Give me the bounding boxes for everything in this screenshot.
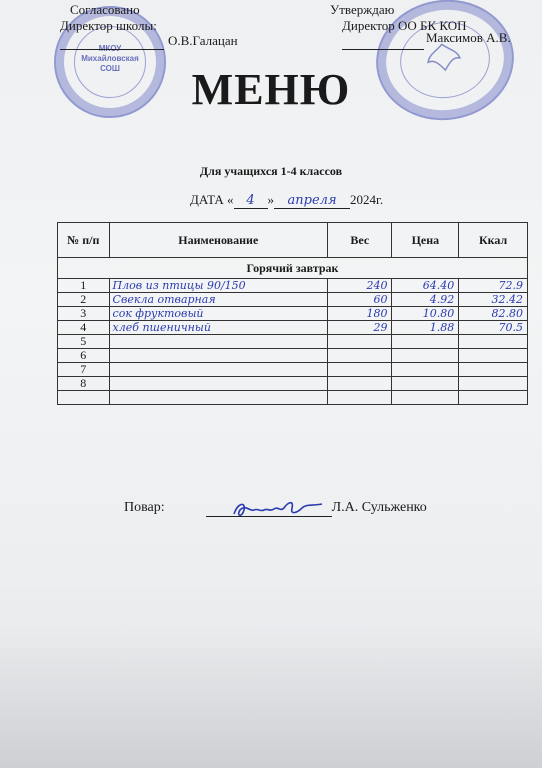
menu-table	[57, 222, 528, 405]
cook-label: Повар:	[124, 500, 165, 515]
row-price: 4.92	[392, 293, 459, 307]
left-director-name: О.В.Галацан	[168, 33, 238, 48]
row-weight	[328, 335, 392, 349]
school-director-label: Директор школы:	[60, 18, 157, 33]
stamp-text-3: СОШ	[100, 64, 120, 73]
date-mid: »	[267, 192, 275, 207]
row-dish-name: Плов из птицы 90/150	[109, 279, 328, 293]
header-kcal: Ккал	[459, 223, 528, 258]
row-number: 8	[58, 377, 110, 391]
row-weight	[328, 363, 392, 377]
row-dish-name	[109, 363, 328, 377]
table-header-row	[58, 223, 528, 258]
row-price: 64.40	[392, 279, 459, 293]
table-row	[58, 321, 528, 335]
row-kcal: 82.80	[459, 307, 528, 321]
row-dish-name: Свекла отварная	[109, 293, 328, 307]
row-kcal: 70.5	[459, 321, 528, 335]
row-price	[392, 391, 459, 405]
row-weight: 60	[328, 293, 392, 307]
table-row	[58, 293, 528, 307]
agreed-label: Согласовано	[70, 2, 140, 17]
right-signature-line	[342, 34, 424, 50]
table-row	[58, 391, 528, 405]
approve-label: Утверждаю	[330, 2, 395, 17]
section-title: Горячий завтрак	[58, 258, 528, 279]
cook-name: Л.А. Сульженко	[331, 500, 427, 515]
header-number: № п/п	[58, 223, 110, 258]
row-dish-name	[109, 349, 328, 363]
row-number: 5	[58, 335, 110, 349]
date-month: апреля	[274, 193, 350, 209]
row-kcal	[459, 391, 528, 405]
row-number: 6	[58, 349, 110, 363]
right-director-name: Максимов А.В.	[426, 30, 511, 45]
row-weight: 29	[328, 321, 392, 335]
subtitle: Для учащихся 1-4 классов	[199, 164, 343, 178]
row-price	[392, 377, 459, 391]
date-day: 4	[234, 193, 268, 209]
paper-shadow	[0, 628, 542, 768]
row-number	[58, 391, 110, 405]
table-row	[58, 307, 528, 321]
row-kcal	[459, 363, 528, 377]
header-name: Наименование	[109, 223, 328, 258]
table-row	[58, 279, 528, 293]
date-line	[190, 192, 383, 209]
org-director-label: Директор ОО БК КОП	[342, 18, 467, 33]
date-prefix: ДАТА «	[190, 192, 234, 207]
header-weight: Вес	[328, 223, 392, 258]
stamp-text-2: Михайловская	[81, 54, 139, 63]
page-title: МЕНЮ	[191, 65, 351, 114]
date-suffix: 2024г.	[350, 192, 384, 207]
row-price: 10.80	[392, 307, 459, 321]
row-kcal	[459, 335, 528, 349]
row-kcal: 72.9	[459, 279, 528, 293]
row-price	[392, 349, 459, 363]
row-price	[392, 335, 459, 349]
row-number: 4	[58, 321, 110, 335]
row-kcal: 32.42	[459, 293, 528, 307]
row-dish-name: сок фруктовый	[109, 307, 328, 321]
left-signature-line	[60, 34, 164, 50]
header-price: Цена	[392, 223, 459, 258]
table-row	[58, 335, 528, 349]
row-kcal	[459, 349, 528, 363]
row-number: 7	[58, 363, 110, 377]
row-weight: 180	[328, 307, 392, 321]
table-row	[58, 363, 528, 377]
table-row	[58, 349, 528, 363]
section-row	[58, 258, 528, 279]
row-number: 1	[58, 279, 110, 293]
row-price	[392, 363, 459, 377]
row-dish-name	[109, 377, 328, 391]
row-number: 3	[58, 307, 110, 321]
row-weight	[328, 391, 392, 405]
row-weight	[328, 349, 392, 363]
row-weight	[328, 377, 392, 391]
row-kcal	[459, 377, 528, 391]
table-row	[58, 377, 528, 391]
row-dish-name: хлеб пшеничный	[109, 321, 328, 335]
row-number: 2	[58, 293, 110, 307]
row-dish-name	[109, 335, 328, 349]
stamp-text-1: МКОУ	[98, 44, 122, 53]
row-dish-name	[109, 391, 328, 405]
row-price: 1.88	[392, 321, 459, 335]
row-weight: 240	[328, 279, 392, 293]
cook-signature	[228, 496, 328, 522]
